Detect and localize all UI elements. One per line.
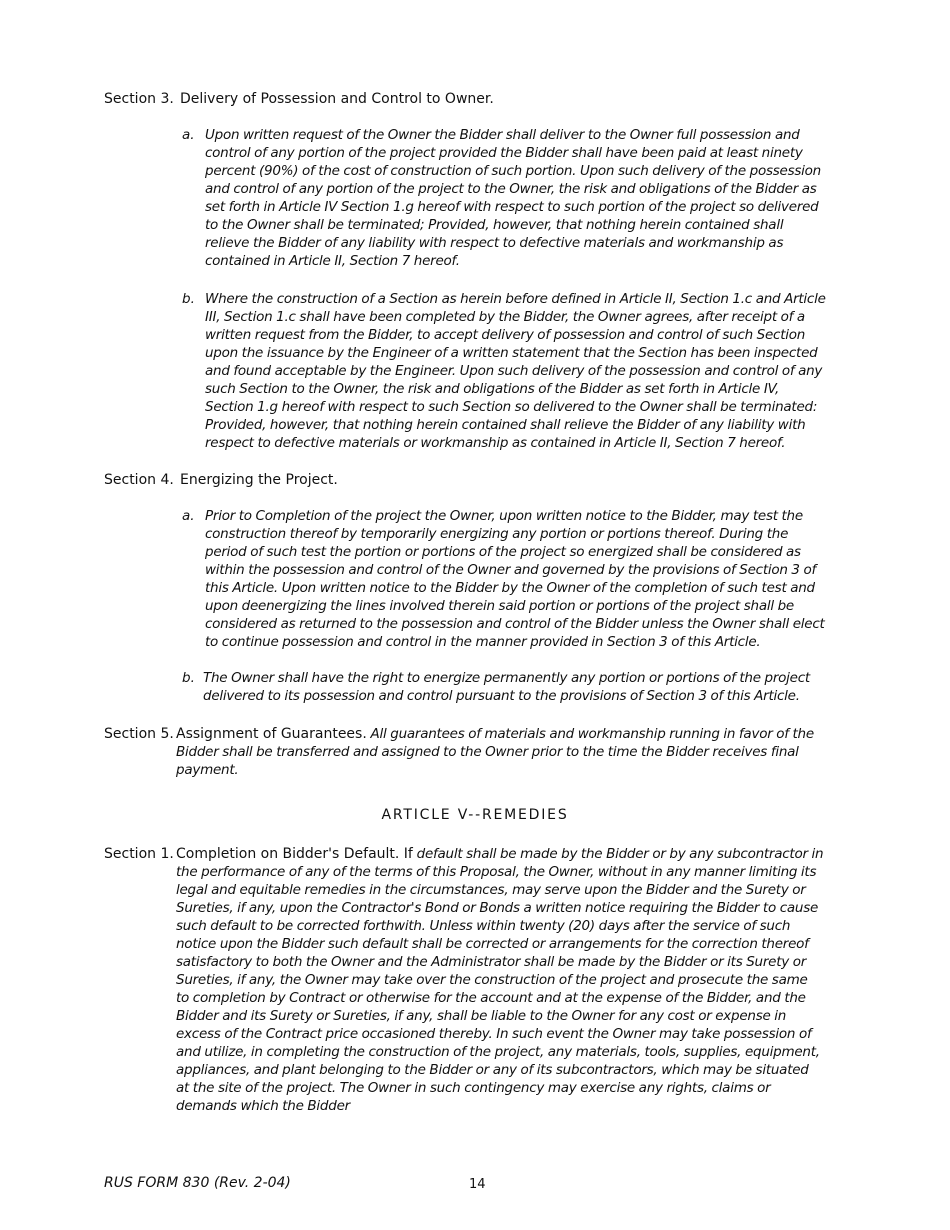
section-3-item-b: [182, 290, 827, 452]
section-title: Delivery of Possession and Control to Owner.: [180, 91, 494, 107]
item-label: b.: [182, 291, 195, 307]
page-number: 14: [469, 1177, 486, 1192]
section-4-heading: [104, 471, 338, 489]
item-text: The Owner shall have the right to energize permanently any portion or portions of the project delivered to its possession and control pursuant to the provisions of Section 3 of this Article.: [203, 670, 810, 704]
section-5: [104, 725, 824, 779]
section-title: Assignment of Guarantees.: [176, 726, 367, 742]
section-text: default shall be made by the Bidder or by any subcontractor in the performance of any of the terms of this Proposal, the Owner, without in any manner limiting its legal and equitable remedies in the circumstances, may serve upon the Bidder and the Surety or Sureties, if any, upon the Contractor's Bond or Bonds a written notice requiring the Bidder to cause such default to be corrected forthwith. Unless within twenty (20) days after the service of such notice upon the Bidder such default shall be corrected or arrangements for the correction thereof satisfactory to both the Owner and the Administrator shall be made by the Bidder or its Surety or Sureties, if any, the Owner may take over the construction of the project and prosecute the same to completion by Contract or otherwise for the account and at the expense of the Bidder, and the Bidder and its Surety or Sureties, if any, shall be liable to the Owner for any cost or expense in excess of the Contract price occasioned thereby. In such event the Owner may take possession of and utilize, in completing the construction of the project, any materials, tools, supplies, equipment, appliances, and plant belonging to the Bidder or any of its subcontractors, which may be situated at the site of the project. The Owner in such contingency may exercise any rights, claims or demands which the Bidder: [176, 846, 824, 1114]
section-title: Completion on Bidder's Default. If: [176, 846, 413, 862]
article-heading: ARTICLE V--REMEDIES: [381, 807, 569, 823]
form-number: RUS FORM 830 (Rev. 2-04): [104, 1175, 291, 1191]
section-number: Section 3.: [104, 91, 174, 107]
section-number: Section 5.: [104, 726, 174, 742]
item-text: Prior to Completion of the project the Owner, upon written notice to the Bidder, may test the construction thereof by temporarily energizing any portion or portions thereof. During the period of such test the portion or portions of the project so energized shall be considered as within the possession and control of the Owner and governed by the provisions of Section 3 of this Article. Upon written notice to the Bidder by the Owner of the completion of such test and upon deenergizing the lines involved therein said portion or portions of the project shall be considered as returned to the possession and control of the Bidder unless the Owner shall elect to continue possession and control in the manner provided in Section 3 of this Article.: [205, 508, 825, 650]
section-3-heading: [104, 90, 494, 108]
section-3-item-a: [182, 126, 827, 270]
section-number: Section 1.: [104, 846, 174, 862]
article-5-section-1: [104, 845, 824, 1115]
section-body: [176, 725, 824, 779]
section-text: All guarantees of materials and workmanship running in favor of the Bidder shall be transferred and assigned to the Owner prior to the time the Bidder receives final payment.: [176, 726, 814, 778]
item-text: Where the construction of a Section as herein before defined in Article II, Section 1.c and Article III, Section 1.c shall have been completed by the Bidder, the Owner agrees, after receipt of a written request from the Bidder, to accept delivery of possession and control of such Section upon the issuance by the Engineer of a written statement that the Section has been inspected and found acceptable by the Engineer. Upon such delivery of the possession and control of any such Section to the Owner, the risk and obligations of the Bidder as set forth in Article IV, Section 1.g hereof with respect to such Section so delivered to the Owner shall be terminated: Provided, however, that nothing herein contained shall relieve the Bidder of any liability with respect to defective materials or workmanship as contained in Article II, Section 7 hereof.: [205, 291, 826, 451]
section-title: Energizing the Project.: [180, 472, 338, 488]
section-4-item-a: [182, 507, 827, 651]
item-label: a.: [182, 508, 195, 524]
item-label: a.: [182, 127, 195, 143]
section-number: Section 4.: [104, 472, 174, 488]
section-4-item-b: [182, 669, 827, 705]
section-body: [176, 845, 824, 1115]
item-text: Upon written request of the Owner the Bidder shall deliver to the Owner full possession and control of any portion of the project provided the Bidder shall have been paid at least ninety percent (90%) of the cost of construction of such portion. Upon such delivery of the possession and control of any portion of the project to the Owner, the risk and obligations of the Bidder as set forth in Article IV Section 1.g hereof with respect to such portion of the project so delivered to the Owner shall be terminated; Provided, however, that nothing herein contained shall relieve the Bidder of any liability with respect to defective materials and workmanship as contained in Article II, Section 7 hereof.: [205, 127, 821, 269]
item-label: b.: [182, 670, 195, 686]
